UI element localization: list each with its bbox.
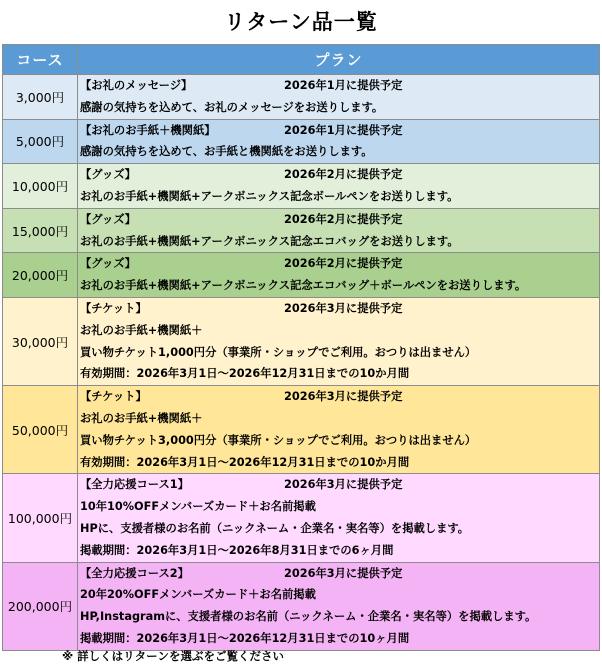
course-cell: 50,000円 <box>3 386 78 474</box>
plan-line: 感謝の気持ちを込めて、お礼のメッセージをお送りします。 <box>80 100 384 114</box>
course-cell: 30,000円 <box>3 297 78 385</box>
table-row <box>3 253 600 298</box>
plan-line: HP,Instagramに、支援者様のお名前（ニックネーム・企業名・実名等）を掲載します。 <box>80 610 537 624</box>
course-cell: 20,000円 <box>3 253 78 298</box>
plan-schedule: 2026年1月に提供予定 <box>284 123 403 137</box>
plan-heading <box>80 120 599 142</box>
plan-cell <box>78 562 600 650</box>
plan-title: 【グッズ】 <box>80 257 136 271</box>
plan-line: 買い物チケット1,000円分（事業所・ショップでご利用。おつりは出ません） <box>80 345 477 359</box>
table-row <box>3 386 600 474</box>
header-course: コース <box>3 45 78 75</box>
course-cell: 10,000円 <box>3 164 78 209</box>
plan-heading <box>80 563 599 585</box>
plan-cell <box>78 164 600 209</box>
plan-schedule: 2026年2月に提供予定 <box>284 168 403 182</box>
plan-line: お礼のお手紙+機関紙＋ <box>80 411 203 425</box>
plan-line: 掲載期間：2026年3月1日〜2026年8月31日までの6ヶ月間 <box>80 543 394 557</box>
plan-line: お礼のお手紙+機関紙＋ <box>80 323 203 337</box>
plan-line: お礼のお手紙+機関紙+アークボニックス記念エコバッグをお送りします。 <box>80 234 459 248</box>
plan-title: 【お礼のメッセージ】 <box>80 79 193 92</box>
plan-line: HPに、支援者様のお名前（ニックネーム・企業名・実名等）を掲載します。 <box>80 521 470 535</box>
plan-schedule: 2026年3月に提供予定 <box>284 566 403 580</box>
plan-schedule: 2026年2月に提供予定 <box>284 212 403 226</box>
plan-title: 【お礼のお手紙＋機関紙】 <box>80 123 216 137</box>
plan-title: 【チケット】 <box>80 301 147 315</box>
plan-cell <box>78 297 600 385</box>
plan-title: 【全力応援コース1】 <box>80 478 189 492</box>
plan-title: 【グッズ】 <box>80 212 136 226</box>
course-cell: 200,000円 <box>3 562 78 650</box>
plan-cell <box>78 119 600 164</box>
plan-line: お礼のお手紙+機関紙+アークボニックス記念ボールペンをお送りします。 <box>80 189 459 203</box>
page-title: リターン品一覧 <box>224 10 378 34</box>
plan-cell <box>78 75 600 120</box>
plan-line: 有効期間：2026年3月1日〜2026年12月31日までの10か月間 <box>80 367 410 381</box>
course-cell: 15,000円 <box>3 208 78 253</box>
header-plan: プラン <box>78 45 600 75</box>
plan-heading <box>80 75 599 97</box>
table-row <box>3 119 600 164</box>
plan-title: 【チケット】 <box>80 390 147 404</box>
plan-cell <box>78 208 600 253</box>
plan-heading <box>80 209 599 231</box>
plan-cell <box>78 474 600 562</box>
plan-line: 感謝の気持ちを込めて、お手紙と機関紙をお送りします。 <box>80 145 373 159</box>
plan-line: 買い物チケット3,000円分（事業所・ショップでご利用。おつりは出ません） <box>80 433 477 447</box>
plan-heading <box>80 474 599 496</box>
returns-table <box>2 44 600 651</box>
plan-line: 10年10%OFFメンバーズカード＋お名前掲載 <box>80 500 316 514</box>
plan-heading <box>80 386 599 408</box>
plan-cell <box>78 253 600 298</box>
plan-heading <box>80 253 599 275</box>
plan-schedule: 2026年1月に提供予定 <box>284 79 403 92</box>
plan-heading <box>80 298 599 320</box>
table-row <box>3 75 600 120</box>
course-cell: 5,000円 <box>3 119 78 164</box>
table-row <box>3 164 600 209</box>
plan-schedule: 2026年3月に提供予定 <box>284 301 403 315</box>
footnote: ※ 詳しくはリターンを選ぶをご覧ください <box>62 649 284 663</box>
plan-line: 掲載期間：2026年3月1日〜2026年12月31日までの10ヶ月間 <box>80 631 410 645</box>
plan-line: 有効期間：2026年3月1日〜2026年12月31日までの10か月間 <box>80 455 410 469</box>
plan-schedule: 2026年3月に提供予定 <box>284 390 403 404</box>
table-row <box>3 208 600 253</box>
plan-schedule: 2026年2月に提供予定 <box>284 257 403 271</box>
plan-line: お礼のお手紙+機関紙+アークボニックス記念エコバッグ＋ボールペンをお送りします。 <box>80 279 527 293</box>
plan-title: 【グッズ】 <box>80 168 136 182</box>
table-row <box>3 474 600 562</box>
table-header-row <box>3 45 600 75</box>
course-cell: 100,000円 <box>3 474 78 562</box>
plan-cell <box>78 386 600 474</box>
plan-title: 【全力応援コース2】 <box>80 566 189 580</box>
plan-line: 20年20%OFFメンバーズカード＋お名前掲載 <box>80 588 316 602</box>
table-row <box>3 562 600 650</box>
course-cell: 3,000円 <box>3 75 78 120</box>
table-row <box>3 297 600 385</box>
plan-heading <box>80 164 599 186</box>
plan-schedule: 2026年3月に提供予定 <box>284 478 403 492</box>
